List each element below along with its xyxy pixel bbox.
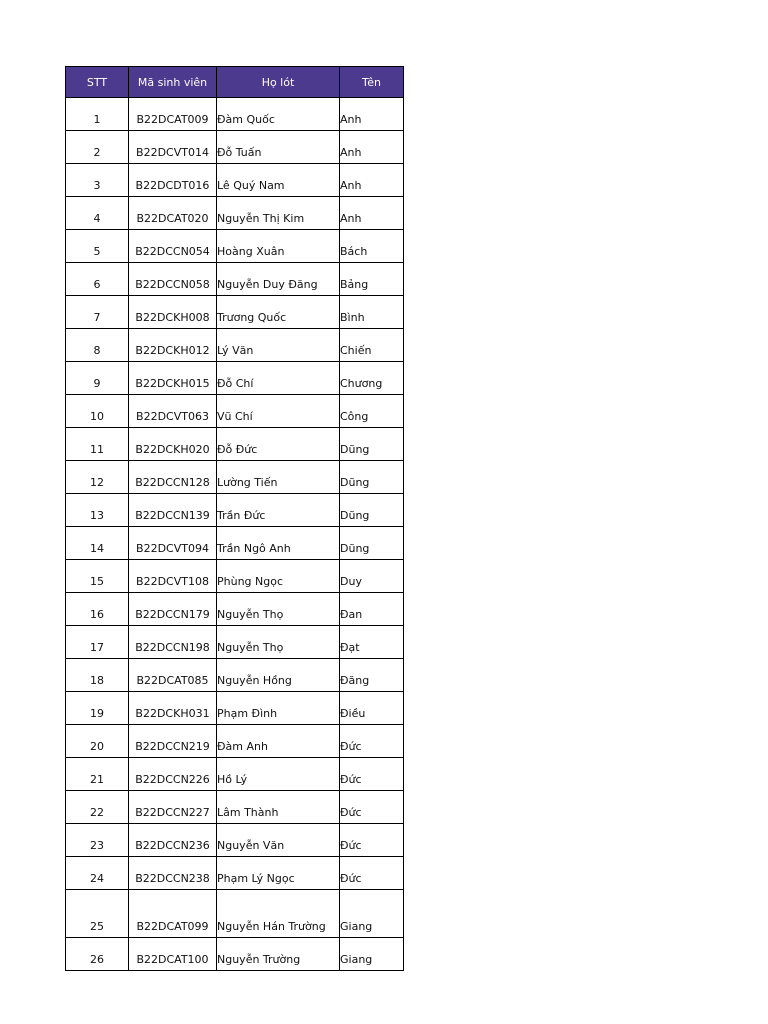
cell-first-name[interactable]: Đạt	[340, 626, 404, 659]
cell-stt[interactable]: 1	[66, 98, 129, 131]
cell-middle-name[interactable]: Lâm Thành	[217, 791, 340, 824]
cell-first-name[interactable]: Dũng	[340, 428, 404, 461]
table-row	[66, 725, 404, 758]
cell-middle-name[interactable]: Nguyễn Thọ	[217, 626, 340, 659]
cell-student-id[interactable]: B22DCCN238	[129, 857, 217, 890]
cell-student-id[interactable]: B22DCKH012	[129, 329, 217, 362]
table-row	[66, 461, 404, 494]
cell-middle-name[interactable]: Phạm Lý Ngọc	[217, 857, 340, 890]
header-stt[interactable]: STT	[66, 67, 129, 98]
cell-middle-name[interactable]: Phùng Ngọc	[217, 560, 340, 593]
cell-stt[interactable]: 6	[66, 263, 129, 296]
cell-middle-name[interactable]: Lường Tiến	[217, 461, 340, 494]
cell-middle-name[interactable]: Phạm Đình	[217, 692, 340, 725]
cell-stt[interactable]: 10	[66, 395, 129, 428]
cell-middle-name[interactable]: Vũ Chí	[217, 395, 340, 428]
cell-first-name[interactable]: Đan	[340, 593, 404, 626]
cell-first-name[interactable]: Chiến	[340, 329, 404, 362]
cell-middle-name[interactable]: Trần Đức	[217, 494, 340, 527]
cell-stt[interactable]: 20	[66, 725, 129, 758]
table-row	[66, 98, 404, 131]
cell-student-id[interactable]: B22DCCN128	[129, 461, 217, 494]
cell-student-id[interactable]: B22DCAT100	[129, 938, 217, 971]
cell-middle-name[interactable]: Lý Văn	[217, 329, 340, 362]
cell-student-id[interactable]: B22DCCN219	[129, 725, 217, 758]
cell-stt[interactable]: 26	[66, 938, 129, 971]
cell-stt[interactable]: 8	[66, 329, 129, 362]
cell-middle-name[interactable]: Hồ Lý	[217, 758, 340, 791]
cell-stt[interactable]: 25	[66, 890, 129, 938]
table-row	[66, 494, 404, 527]
cell-middle-name[interactable]: Đàm Quốc	[217, 98, 340, 131]
cell-first-name[interactable]: Đức	[340, 758, 404, 791]
cell-middle-name[interactable]: Đàm Anh	[217, 725, 340, 758]
cell-first-name[interactable]: Bình	[340, 296, 404, 329]
cell-stt[interactable]: 23	[66, 824, 129, 857]
cell-stt[interactable]: 22	[66, 791, 129, 824]
cell-student-id[interactable]: B22DCCN139	[129, 494, 217, 527]
cell-middle-name[interactable]: Đỗ Đức	[217, 428, 340, 461]
cell-student-id[interactable]: B22DCCN058	[129, 263, 217, 296]
cell-student-id[interactable]: B22DCAT099	[129, 890, 217, 938]
cell-first-name[interactable]: Điều	[340, 692, 404, 725]
cell-middle-name[interactable]: Nguyễn Trường	[217, 938, 340, 971]
table-row	[66, 131, 404, 164]
cell-first-name[interactable]: Đức	[340, 857, 404, 890]
table-row	[66, 395, 404, 428]
cell-middle-name[interactable]: Đỗ Tuấn	[217, 131, 340, 164]
cell-middle-name[interactable]: Nguyễn Duy Đăng	[217, 263, 340, 296]
table-row	[66, 230, 404, 263]
cell-first-name[interactable]: Giang	[340, 938, 404, 971]
cell-first-name[interactable]: Bách	[340, 230, 404, 263]
cell-first-name[interactable]: Anh	[340, 164, 404, 197]
cell-student-id[interactable]: B22DCVT014	[129, 131, 217, 164]
cell-first-name[interactable]: Dũng	[340, 461, 404, 494]
cell-student-id[interactable]: B22DCDT016	[129, 164, 217, 197]
table-row	[66, 296, 404, 329]
cell-stt[interactable]: 17	[66, 626, 129, 659]
cell-first-name[interactable]: Đức	[340, 791, 404, 824]
cell-student-id[interactable]: B22DCKH020	[129, 428, 217, 461]
header-student-id[interactable]: Mã sinh viên	[129, 67, 217, 98]
table-row	[66, 197, 404, 230]
cell-first-name[interactable]: Bảng	[340, 263, 404, 296]
cell-student-id[interactable]: B22DCVT108	[129, 560, 217, 593]
cell-student-id[interactable]: B22DCCN198	[129, 626, 217, 659]
table-row	[66, 791, 404, 824]
header-middle-name[interactable]: Họ lót	[217, 67, 340, 98]
cell-stt[interactable]: 2	[66, 131, 129, 164]
cell-middle-name[interactable]: Nguyễn Hồng	[217, 659, 340, 692]
cell-student-id[interactable]: B22DCCN226	[129, 758, 217, 791]
cell-student-id[interactable]: B22DCCN227	[129, 791, 217, 824]
table-row	[66, 428, 404, 461]
student-table	[65, 66, 404, 971]
cell-first-name[interactable]: Anh	[340, 197, 404, 230]
cell-stt[interactable]: 16	[66, 593, 129, 626]
cell-middle-name[interactable]: Đỗ Chí	[217, 362, 340, 395]
cell-stt[interactable]: 21	[66, 758, 129, 791]
cell-student-id[interactable]: B22DCAT085	[129, 659, 217, 692]
cell-first-name[interactable]: Anh	[340, 98, 404, 131]
cell-first-name[interactable]: Đức	[340, 725, 404, 758]
cell-first-name[interactable]: Đăng	[340, 659, 404, 692]
cell-student-id[interactable]: B22DCVT063	[129, 395, 217, 428]
cell-student-id[interactable]: B22DCCN236	[129, 824, 217, 857]
cell-first-name[interactable]: Công	[340, 395, 404, 428]
table-row	[66, 890, 404, 938]
table-row	[66, 527, 404, 560]
cell-first-name[interactable]: Anh	[340, 131, 404, 164]
table-row	[66, 329, 404, 362]
cell-stt[interactable]: 7	[66, 296, 129, 329]
table-row	[66, 263, 404, 296]
cell-stt[interactable]: 18	[66, 659, 129, 692]
cell-stt[interactable]: 12	[66, 461, 129, 494]
cell-student-id[interactable]: B22DCAT020	[129, 197, 217, 230]
table-row	[66, 659, 404, 692]
cell-stt[interactable]: 4	[66, 197, 129, 230]
cell-stt[interactable]: 24	[66, 857, 129, 890]
cell-student-id[interactable]: B22DCCN179	[129, 593, 217, 626]
cell-student-id[interactable]: B22DCVT094	[129, 527, 217, 560]
header-first-name[interactable]: Tên	[340, 67, 404, 98]
table-row	[66, 560, 404, 593]
cell-first-name[interactable]: Duy	[340, 560, 404, 593]
table-row	[66, 758, 404, 791]
cell-first-name[interactable]: Chương	[340, 362, 404, 395]
cell-stt[interactable]: 9	[66, 362, 129, 395]
cell-student-id[interactable]: B22DCCN054	[129, 230, 217, 263]
cell-stt[interactable]: 15	[66, 560, 129, 593]
table-row	[66, 362, 404, 395]
cell-middle-name[interactable]: Trần Ngô Anh	[217, 527, 340, 560]
cell-student-id[interactable]: B22DCKH008	[129, 296, 217, 329]
cell-first-name[interactable]: Giang	[340, 890, 404, 938]
table-row	[66, 824, 404, 857]
cell-middle-name[interactable]: Trương Quốc	[217, 296, 340, 329]
cell-middle-name[interactable]: Nguyễn Văn	[217, 824, 340, 857]
cell-student-id[interactable]: B22DCKH031	[129, 692, 217, 725]
cell-stt[interactable]: 14	[66, 527, 129, 560]
cell-stt[interactable]: 5	[66, 230, 129, 263]
cell-stt[interactable]: 19	[66, 692, 129, 725]
table-row	[66, 938, 404, 971]
cell-stt[interactable]: 3	[66, 164, 129, 197]
cell-student-id[interactable]: B22DCAT009	[129, 98, 217, 131]
cell-stt[interactable]: 11	[66, 428, 129, 461]
cell-stt[interactable]: 13	[66, 494, 129, 527]
table-row	[66, 164, 404, 197]
cell-middle-name[interactable]: Hoàng Xuân	[217, 230, 340, 263]
cell-first-name[interactable]: Dũng	[340, 494, 404, 527]
table-row	[66, 626, 404, 659]
header-row	[66, 67, 404, 98]
table-row	[66, 692, 404, 725]
cell-first-name[interactable]: Đức	[340, 824, 404, 857]
cell-middle-name[interactable]: Nguyễn Thị Kim	[217, 197, 340, 230]
cell-student-id[interactable]: B22DCKH015	[129, 362, 217, 395]
cell-middle-name[interactable]: Lê Quý Nam	[217, 164, 340, 197]
table-row	[66, 857, 404, 890]
cell-middle-name[interactable]: Nguyễn Hán Trường	[217, 890, 340, 938]
table-row	[66, 593, 404, 626]
cell-middle-name[interactable]: Nguyễn Thọ	[217, 593, 340, 626]
cell-first-name[interactable]: Dũng	[340, 527, 404, 560]
